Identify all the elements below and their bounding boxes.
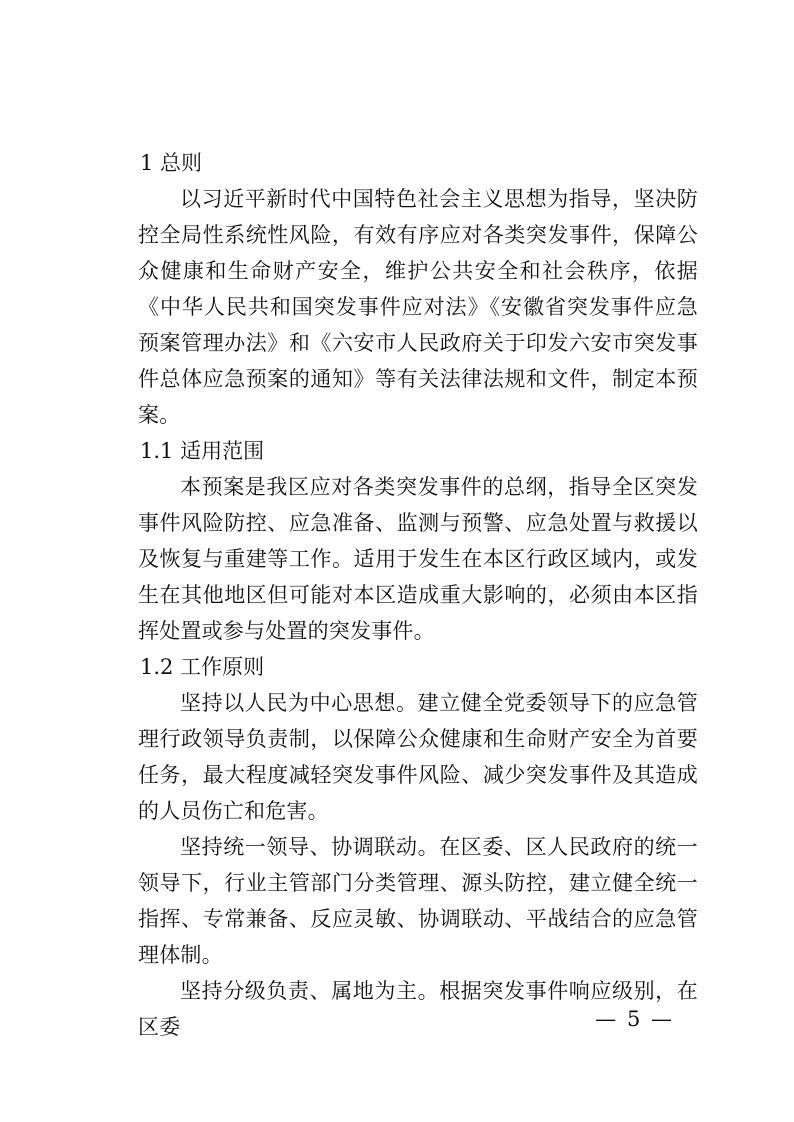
paragraph-general: 以习近平新时代中国特色社会主义思想为指导，坚决防控全局性系统性风险，有效有序应对各类突发事件，保障公众健康和生命财产安全，维护公共安全和社会秩序，依据《中华人民共和国突发事件应对法》《安徽省突发事件应急预案管理办法》和《六安市人民政府关于印发六安市突发事件总体应急预案的通知》等有关法律法规和文件，制定本预案。 [138, 187, 698, 427]
paragraph-principle-hierarchical: 坚持分级负责、属地为主。根据突发事件响应级别，在区委 [138, 979, 698, 1039]
paragraph-principle-unified: 坚持统一领导、协调联动。在区委、区人民政府的统一领导下，行业主管部门分类管理、源头防控，建立健全统一指挥、专常兼备、反应灵敏、协调联动、平战结合的应急管理体制。 [138, 835, 698, 967]
paragraph-principle-people: 坚持以人民为中心思想。建立健全党委领导下的应急管理行政领导负责制，以保障公众健康和生命财产安全为首要任务，最大程度减轻突发事件风险、减少突发事件及其造成的人员伤亡和危害。 [138, 691, 698, 823]
section-heading-general: 1 总则 [140, 151, 203, 175]
document-body [138, 145, 698, 1045]
section-heading-scope: 1.1 适用范围 [140, 439, 265, 463]
section-heading-principles: 1.2 工作原则 [140, 655, 265, 679]
paragraph-scope: 本预案是我区应对各类突发事件的总纲，指导全区突发事件风险防控、应急准备、监测与预警、应急处置与救援以及恢复与重建等工作。适用于发生在本区行政区域内，或发生在其他地区但可能对本区造成重大影响的，必须由本区指挥处置或参与处置的突发事件。 [138, 475, 698, 643]
page-number: — 5 — [595, 1007, 674, 1031]
